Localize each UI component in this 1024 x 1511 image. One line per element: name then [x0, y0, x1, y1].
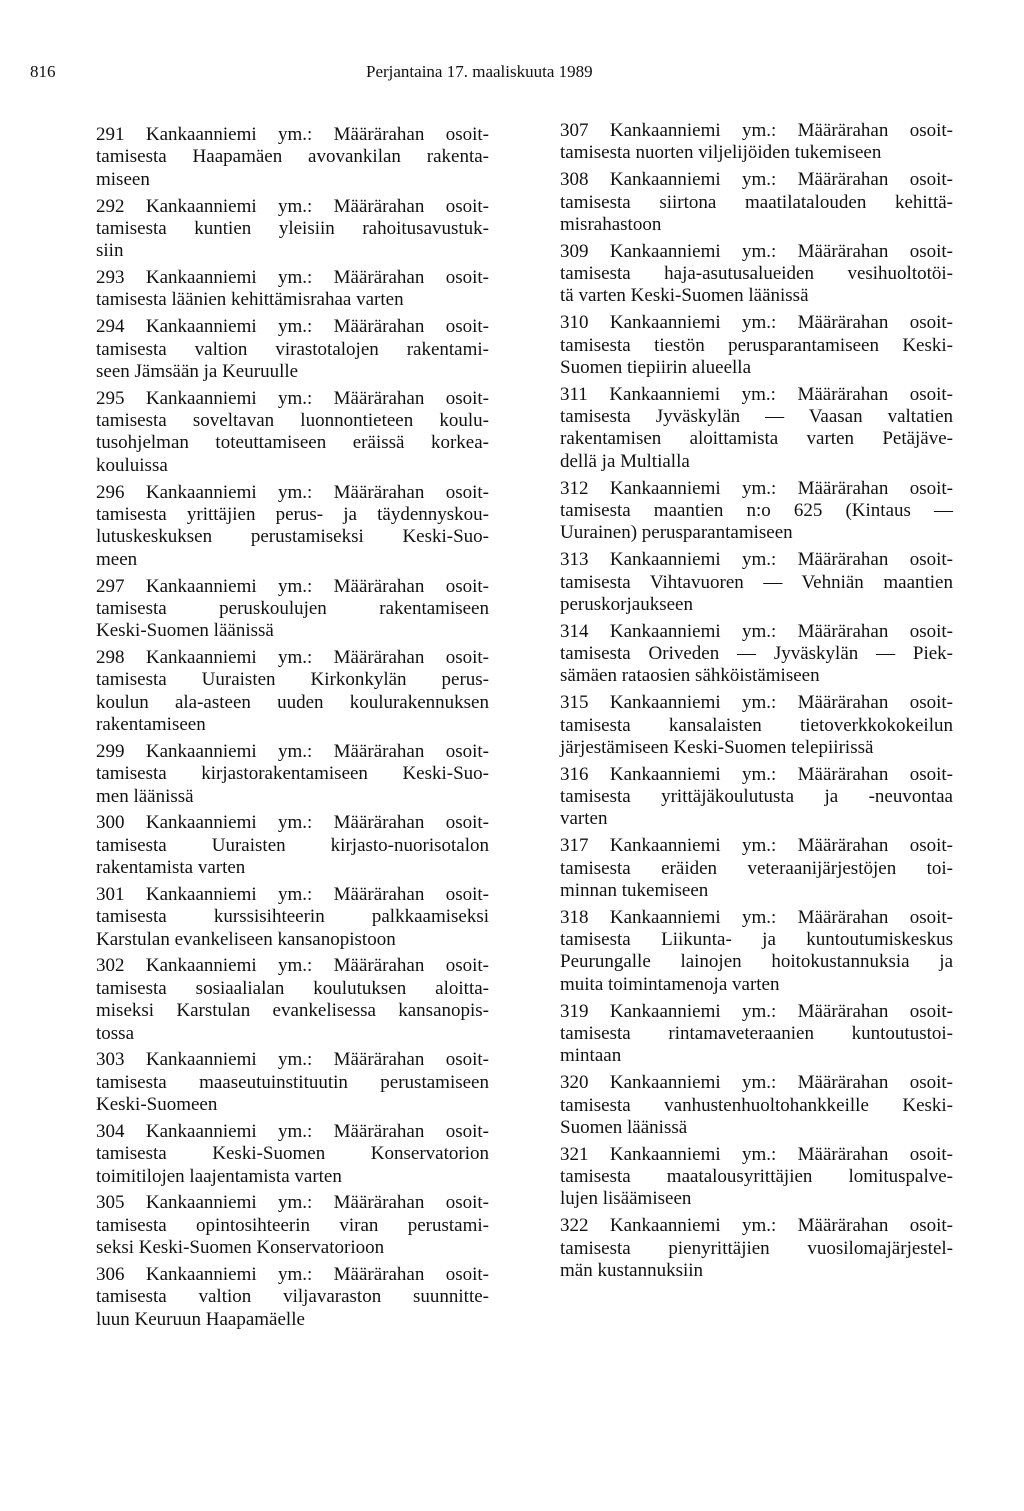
motion-entry — [96, 955, 489, 1045]
entry-line: tamisesta vanhustenhuoltohankkeille Keski- — [560, 1094, 953, 1116]
motion-entry — [560, 907, 953, 997]
motion-entry — [96, 741, 489, 808]
running-head: Perjantaina 17. maaliskuuta 1989 — [366, 62, 593, 81]
entry-line: tamisesta Vihtavuoren — Vehniän maantien — [560, 571, 953, 593]
motion-entry — [96, 482, 489, 572]
entry-line: seen Jämsään ja Keuruulle — [96, 360, 299, 382]
entry-line: Keski-Suomeen — [96, 1094, 218, 1116]
entry-line: 297 Kankaanniemi ym.: Määrärahan osoit- — [96, 575, 489, 597]
entry-line: koulun ala-asteen uuden koulurakennuksen — [96, 691, 489, 713]
entry-line: 318 Kankaanniemi ym.: Määrärahan osoit- — [560, 906, 953, 928]
entry-line: tamisesta Liikunta- ja kuntoutumiskeskus — [560, 929, 953, 951]
entry-line: 315 Kankaanniemi ym.: Määrärahan osoit- — [560, 692, 953, 714]
page-number: 816 — [30, 62, 56, 81]
motion-entry — [96, 124, 489, 191]
entry-line: lujen lisäämiseen — [560, 1188, 692, 1210]
entry-line: 293 Kankaanniemi ym.: Määrärahan osoit- — [96, 267, 489, 289]
entry-line: misrahastoon — [560, 213, 662, 235]
entry-line: tusohjelman toteuttamiseen eräissä korkea- — [96, 432, 489, 454]
entry-line: 292 Kankaanniemi ym.: Määrärahan osoit- — [96, 195, 489, 217]
motion-entry — [560, 312, 953, 379]
entry-line: 302 Kankaanniemi ym.: Määrärahan osoit- — [96, 955, 489, 977]
entry-line: varten — [560, 808, 608, 830]
motion-entry — [96, 316, 489, 383]
motion-entry — [560, 1072, 953, 1139]
entry-line: dellä ja Multialla — [560, 450, 690, 472]
entry-line: tamisesta eräiden veteraanijärjestöjen toi- — [560, 857, 953, 879]
motion-entry — [96, 1192, 489, 1259]
entry-line: Karstulan evankeliseen kansanopistoon — [96, 928, 396, 950]
entry-line: 314 Kankaanniemi ym.: Määrärahan osoit- — [560, 620, 953, 642]
entry-line: 295 Kankaanniemi ym.: Määrärahan osoit- — [96, 387, 489, 409]
entry-line: tamisesta Keski-Suomen Konservatorion — [96, 1143, 489, 1165]
motion-entry — [560, 1001, 953, 1068]
entry-line: Suomen läänissä — [560, 1116, 688, 1138]
entry-line: 310 Kankaanniemi ym.: Määrärahan osoit- — [560, 312, 953, 334]
motion-entry — [560, 120, 953, 165]
entry-line: järjestämiseen Keski-Suomen telepiirissä — [560, 736, 874, 758]
entry-line: sämäen rataosien sähköistämiseen — [560, 665, 820, 687]
entry-line: 294 Kankaanniemi ym.: Määrärahan osoit- — [96, 316, 489, 338]
motion-entry — [96, 812, 489, 879]
entry-line: 316 Kankaanniemi ym.: Määrärahan osoit- — [560, 763, 953, 785]
entry-line: tä varten Keski-Suomen läänissä — [560, 285, 809, 307]
motion-entry — [96, 1049, 489, 1116]
motion-entry — [96, 647, 489, 737]
entry-line: tamisesta maantien n:o 625 (Kintaus — — [560, 499, 953, 521]
entry-line: siin — [96, 240, 124, 262]
entry-line: Keski-Suomen läänissä — [96, 620, 274, 642]
left-column — [96, 124, 489, 1335]
entry-line: tamisesta Uuraisten Kirkonkylän perus- — [96, 669, 489, 691]
motion-entry — [96, 576, 489, 643]
entry-line: muita toimintamenoja varten — [560, 973, 780, 995]
motion-entry — [96, 1264, 489, 1331]
motion-entry — [96, 884, 489, 951]
entry-line: Suomen tiepiirin alueella — [560, 356, 752, 378]
entry-line: tamisesta yrittäjäkoulutusta ja -neuvontaa — [560, 786, 953, 808]
motion-entry — [560, 1215, 953, 1282]
entry-line: tamisesta valtion viljavaraston suunnitte- — [96, 1286, 489, 1308]
entry-line: rakentamiseen — [96, 714, 206, 736]
entry-line: toimitilojen laajentamista varten — [96, 1165, 342, 1187]
entry-line: tamisesta haja-asutusalueiden vesihuoltotöi- — [560, 263, 953, 285]
entry-line: kouluissa — [96, 454, 168, 476]
entry-line: rakentamista varten — [96, 857, 246, 879]
motion-entry — [560, 478, 953, 545]
entry-line: män kustannuksiin — [560, 1259, 704, 1281]
entry-line: 303 Kankaanniemi ym.: Määrärahan osoit- — [96, 1049, 489, 1071]
entry-line: men läänissä — [96, 785, 194, 807]
entry-line: 312 Kankaanniemi ym.: Määrärahan osoit- — [560, 477, 953, 499]
entry-line: 304 Kankaanniemi ym.: Määrärahan osoit- — [96, 1120, 489, 1142]
entry-line: tamisesta kansalaisten tietoverkkokokeilun — [560, 714, 953, 736]
entry-line: tamisesta opintosihteerin viran perustami- — [96, 1214, 489, 1236]
entry-line: luun Keuruun Haapamäelle — [96, 1308, 305, 1330]
entry-line: Uurainen) perusparantamiseen — [560, 522, 793, 544]
entry-line: rakentamisen aloittamista varten Petäjäve- — [560, 428, 953, 450]
entry-line: 317 Kankaanniemi ym.: Määrärahan osoit- — [560, 835, 953, 857]
entry-line: tamisesta Jyväskylän — Vaasan valtatien — [560, 406, 953, 428]
entry-line: tamisesta soveltavan luonnontieteen koulu- — [96, 410, 489, 432]
entry-line: tamisesta tiestön perusparantamiseen Keski- — [560, 334, 953, 356]
motion-entry — [96, 1121, 489, 1188]
entry-line: mintaan — [560, 1045, 622, 1067]
motion-entry — [560, 621, 953, 688]
entry-line: tamisesta maatalousyrittäjien lomituspalve- — [560, 1166, 953, 1188]
motion-entry — [96, 267, 489, 312]
entry-line: 313 Kankaanniemi ym.: Määrärahan osoit- — [560, 549, 953, 571]
motion-entry — [560, 692, 953, 759]
entry-line: tamisesta siirtona maatilatalouden kehittä- — [560, 191, 953, 213]
entry-line: tamisesta valtion virastotalojen rakentami- — [96, 338, 489, 360]
entry-line: Peurungalle lainojen hoitokustannuksia ja — [560, 951, 953, 973]
entry-line: tossa — [96, 1022, 134, 1044]
right-column — [560, 120, 953, 1287]
entry-line: 305 Kankaanniemi ym.: Määrärahan osoit- — [96, 1192, 489, 1214]
entry-line: tamisesta kurssisihteerin palkkaamiseksi — [96, 906, 489, 928]
entry-line: meen — [96, 548, 138, 570]
motion-entry — [560, 835, 953, 902]
motion-entry — [560, 169, 953, 236]
entry-line: tamisesta yrittäjien perus- ja täydennyskou- — [96, 503, 489, 525]
entry-line: peruskorjaukseen — [560, 593, 693, 615]
motion-entry — [560, 241, 953, 308]
entry-line: 306 Kankaanniemi ym.: Määrärahan osoit- — [96, 1263, 489, 1285]
entry-line: tamisesta Haapamäen avovankilan rakenta- — [96, 146, 489, 168]
entry-line: 320 Kankaanniemi ym.: Määrärahan osoit- — [560, 1072, 953, 1094]
entry-line: lutuskeskuksen perustamiseksi Keski-Suo- — [96, 526, 489, 548]
entry-line: 301 Kankaanniemi ym.: Määrärahan osoit- — [96, 883, 489, 905]
entry-line: 311 Kankaanniemi ym.: Määrärahan osoit- — [560, 383, 953, 405]
entry-line: seksi Keski-Suomen Konservatorioon — [96, 1237, 385, 1259]
entry-line: 296 Kankaanniemi ym.: Määrärahan osoit- — [96, 481, 489, 503]
entry-line: 299 Kankaanniemi ym.: Määrärahan osoit- — [96, 740, 489, 762]
entry-line: tamisesta peruskoulujen rakentamiseen — [96, 597, 489, 619]
motion-entry — [96, 196, 489, 263]
entry-line: 298 Kankaanniemi ym.: Määrärahan osoit- — [96, 647, 489, 669]
entry-line: minnan tukemiseen — [560, 879, 709, 901]
entry-line: 309 Kankaanniemi ym.: Määrärahan osoit- — [560, 240, 953, 262]
entry-line: miseen — [96, 168, 150, 190]
entry-line: tamisesta sosiaalialan koulutuksen aloitta- — [96, 977, 489, 999]
entry-line: tamisesta kirjastorakentamiseen Keski-Suo- — [96, 763, 489, 785]
entry-line: tamisesta nuorten viljelijöiden tukemiseen — [560, 142, 882, 164]
motion-entry — [560, 1144, 953, 1211]
entry-line: tamisesta läänien kehittämisrahaa varten — [96, 289, 404, 311]
entry-line: tamisesta kuntien yleisiin rahoitusavustuk- — [96, 217, 489, 239]
entry-line: 321 Kankaanniemi ym.: Määrärahan osoit- — [560, 1143, 953, 1165]
entry-line: tamisesta pienyrittäjien vuosilomajärjestel- — [560, 1237, 953, 1259]
entry-line: 291 Kankaanniemi ym.: Määrärahan osoit- — [96, 124, 489, 145]
entry-line: tamisesta maaseutuinstituutin perustamiseen — [96, 1071, 489, 1093]
entry-line: 319 Kankaanniemi ym.: Määrärahan osoit- — [560, 1000, 953, 1022]
entry-line: tamisesta Oriveden — Jyväskylän — Piek- — [560, 643, 953, 665]
motion-entry — [560, 549, 953, 616]
motion-entry — [96, 388, 489, 478]
entry-line: 300 Kankaanniemi ym.: Määrärahan osoit- — [96, 812, 489, 834]
entry-line: miseksi Karstulan evankelisessa kansanopis- — [96, 1000, 489, 1022]
motion-entry — [560, 384, 953, 474]
entry-line: 307 Kankaanniemi ym.: Määrärahan osoit- — [560, 120, 953, 141]
entry-line: tamisesta rintamaveteraanien kuntoutustoi- — [560, 1023, 953, 1044]
motion-entry — [560, 764, 953, 831]
entry-line: 322 Kankaanniemi ym.: Määrärahan osoit- — [560, 1215, 953, 1237]
entry-line: tamisesta Uuraisten kirjasto-nuorisotalon — [96, 834, 489, 856]
entry-line: 308 Kankaanniemi ym.: Määrärahan osoit- — [560, 169, 953, 191]
